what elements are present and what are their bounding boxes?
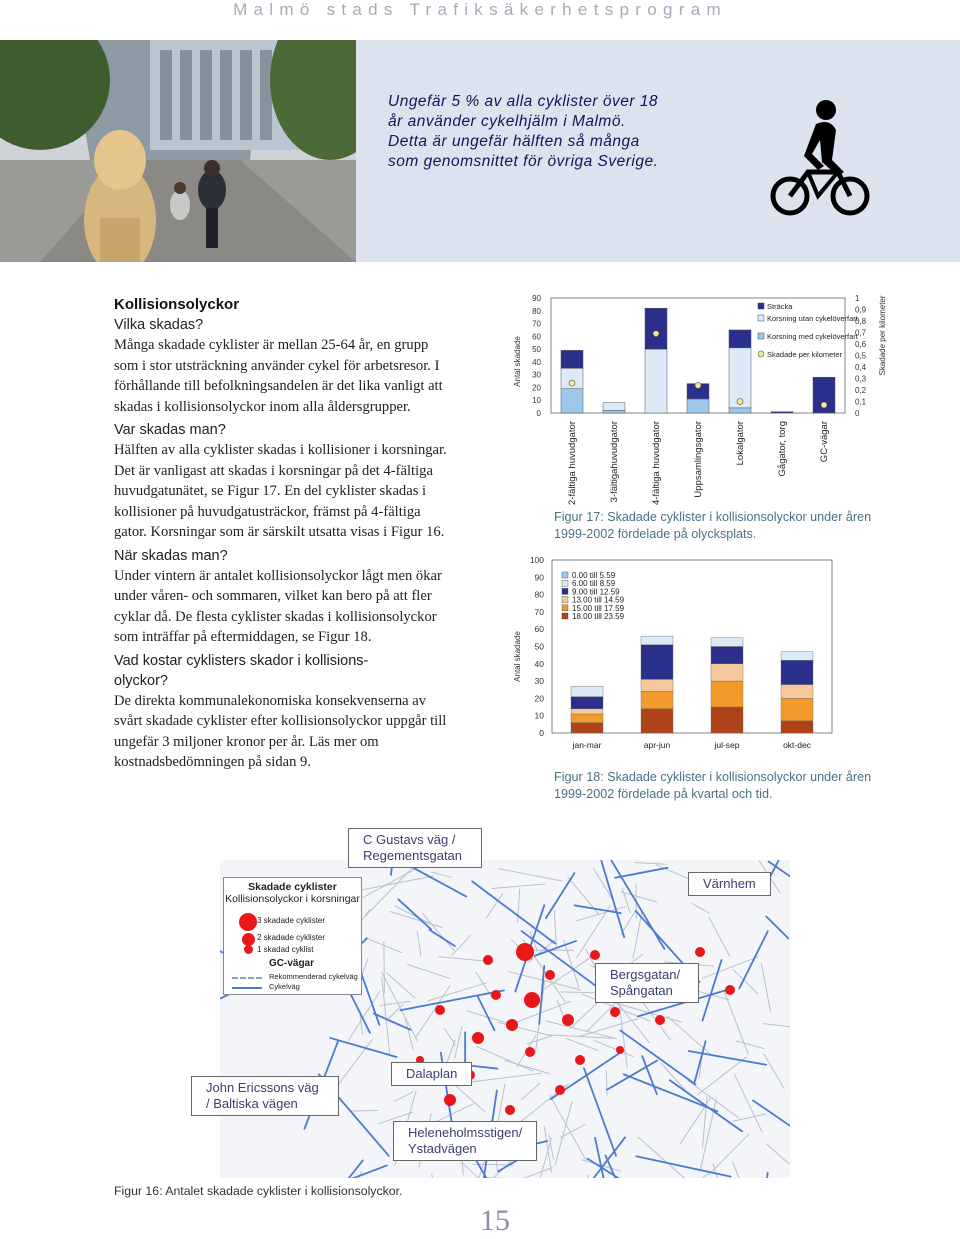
x-tick-label: 4-fältiga huvudgator (651, 421, 662, 505)
text-line: kostnadsbedömningen på sidan 9. (114, 754, 311, 770)
bar-segment (641, 679, 673, 691)
dot-small-icon (244, 945, 253, 954)
text-line: Många skadade cyklister är mellan 25-64 år, en grupp (114, 337, 429, 353)
street-line (510, 1168, 552, 1178)
legend-swatch (562, 580, 568, 586)
section-heading (114, 651, 474, 691)
cycle-path (764, 1173, 767, 1178)
street-line (763, 1024, 790, 1029)
y-tick-label: 40 (534, 658, 544, 669)
text-line: som inträffar på eftermiddagen, se Figur 18. (114, 629, 372, 645)
cycle-path (330, 1038, 396, 1057)
bar-segment (571, 686, 603, 696)
fig18-caption (554, 769, 871, 803)
callout-john-ericssons: John Ericssons väg / Baltiska vägen (191, 1076, 339, 1116)
solid-line-icon (232, 987, 262, 989)
heading-line: Vad kostar cyklisters skador i kollisions- (114, 652, 369, 669)
crash-dot (575, 1055, 585, 1065)
crash-dot (590, 950, 600, 960)
street-line (357, 876, 434, 891)
y-tick-label: 100 (529, 555, 544, 565)
street-line (432, 1173, 438, 1178)
y-tick-label: 30 (534, 676, 544, 687)
y-tick-label: 70 (534, 606, 544, 617)
bar-korsning-med (687, 399, 709, 413)
bar-segment (571, 697, 603, 709)
y2-tick-label: 0,9 (855, 305, 867, 315)
text-line: Det är vanligast att skadas i korsningar på det 4-fältiga (114, 462, 433, 479)
bar-segment (641, 636, 673, 645)
x-tick-label: Lokalgator (735, 421, 746, 466)
section-heading: Var skadas man? (114, 422, 226, 438)
text-line: cyklar då. De flesta cyklister skadas i kollisionsolyckor (114, 608, 437, 625)
crash-dot (655, 1015, 665, 1025)
street-line (470, 1073, 542, 1082)
dashed-line-icon (232, 977, 262, 979)
bar-segment (571, 709, 603, 714)
bar-segment (711, 681, 743, 707)
y2-tick-label: 0,1 (855, 397, 867, 407)
y2-tick-label: 1 (855, 294, 860, 303)
legend-label: Korsning med cykelöverfart (767, 332, 858, 341)
callout-c-gustavs: C Gustavs väg / Regementsgatan (348, 828, 482, 868)
heading-line: olyckor? (114, 672, 168, 689)
street-line (505, 1060, 550, 1073)
street-line (405, 1018, 413, 1050)
legend-label: 15.00 till 17.59 (572, 603, 625, 613)
text-line: skadas i kollisionsolyckor inom alla åldersgrupper. (114, 398, 411, 415)
y-tick-label: 60 (532, 332, 541, 342)
text-line: ungefär 3 miljoner kronor per år. Läs mer om (114, 733, 379, 750)
street-line (637, 1137, 689, 1178)
marker-per-km (821, 402, 827, 408)
text-line: kollisioner på huvudgatusträckor, främst på 4-fältiga (114, 503, 421, 520)
street-line (697, 991, 728, 1000)
page-number: 15 (480, 1204, 510, 1237)
cycle-path (601, 861, 624, 937)
fig17-chart (500, 285, 900, 505)
cycle-path (429, 930, 454, 946)
legend-title: Skadade cyklister (248, 881, 337, 893)
bar-segment (781, 721, 813, 733)
callout-heleneholm: Heleneholmsstigen/ Ystadvägen (393, 1121, 537, 1161)
legend-label: 13.00 till 14.59 (572, 595, 625, 605)
street-line (390, 911, 443, 927)
text-line: huvudgatunätet, se Figur 17. En del cyklister skadas i (114, 483, 427, 499)
fig17-caption (554, 509, 871, 543)
x-tick-label: jan-mar (572, 740, 602, 750)
cycle-path (398, 899, 431, 929)
street-line (422, 913, 454, 951)
street-line (499, 869, 562, 881)
y-tick-label: 40 (532, 357, 541, 367)
legend-item: Rekommenderad cykelväg (269, 972, 358, 981)
y-tick-label: 90 (532, 294, 541, 303)
street-line (384, 942, 385, 994)
legend-swatch (562, 588, 568, 594)
street-line (621, 909, 637, 935)
bar-segment (781, 660, 813, 684)
street-line (527, 1036, 552, 1044)
bar-segment (711, 638, 743, 647)
bar-segment (571, 723, 603, 733)
street-line (680, 1098, 711, 1144)
street-line (724, 992, 748, 1055)
bar-korsning-med (561, 389, 583, 413)
bar-korsning-utan (645, 349, 667, 413)
y2-tick-label: 0 (855, 409, 860, 418)
y2-tick-label: 0,8 (855, 317, 867, 326)
street-line (732, 1161, 760, 1178)
street-line (394, 1092, 413, 1102)
street-line (656, 865, 692, 881)
street-line (492, 884, 545, 889)
crash-dot (545, 970, 555, 980)
y-tick-label: 20 (534, 693, 544, 704)
street-line (522, 1083, 541, 1100)
x-tick-label: okt-dec (783, 740, 811, 750)
street-line (580, 1019, 638, 1037)
text-line: under våren- och sommaren, vilket kan bero på att fler (114, 588, 432, 604)
y2-tick-label: 0,5 (855, 351, 867, 361)
crash-dot (616, 1046, 624, 1054)
fig16-caption: Figur 16: Antalet skadade cyklister i kollisionsolyckor. (114, 1184, 403, 1198)
crash-dot (505, 1105, 515, 1115)
cycle-path (584, 1068, 616, 1155)
text-line: förhållande till befolkningsandelen är det lika vanligt att (114, 378, 443, 394)
legend-gc-title: GC-vägar (269, 958, 315, 969)
bar-segment (641, 645, 673, 680)
y-tick-label: 10 (532, 396, 541, 406)
street-line (764, 1054, 784, 1089)
paragraph (114, 566, 474, 648)
cycle-path (522, 931, 602, 990)
y-tick-label: 10 (534, 710, 544, 721)
cycle-path (539, 966, 544, 1024)
callout-dalaplan: Dalaplan (391, 1062, 472, 1086)
y-tick-label: 50 (532, 345, 541, 355)
bar-korsning-utan (603, 403, 625, 411)
street-line (407, 964, 449, 978)
bar-segment (711, 707, 743, 733)
y-tick-label: 70 (532, 319, 541, 329)
bar-segment (711, 664, 743, 681)
x-tick-label: 2-fältiga huvudgator (567, 421, 578, 505)
crash-dot (725, 985, 735, 995)
text-line: Hälften av alla cyklister skadas i kollisioner i korsningar. (114, 442, 447, 458)
quote (388, 92, 728, 172)
cycle-path (478, 997, 495, 1031)
legend-subtitle: Kollisionsolyckor i korsningar (225, 893, 360, 905)
x-tick-label: GC-vägar (819, 421, 830, 463)
crash-dot (562, 1014, 574, 1026)
cycle-path (766, 917, 788, 939)
street-line (566, 1038, 598, 1050)
article-column (114, 296, 474, 773)
crash-dot (444, 1094, 456, 1106)
crash-dot (695, 947, 705, 957)
section-heading: Vilka skadas? (114, 317, 204, 333)
street-line (518, 889, 520, 923)
y2-tick-label: 0,2 (855, 386, 867, 395)
y-tick-label: 30 (532, 370, 541, 380)
street-line (455, 1026, 462, 1058)
street-line (417, 931, 421, 956)
x-tick-label: Gågator, torg (777, 421, 788, 477)
crash-dot (472, 1032, 484, 1044)
street-line (576, 906, 610, 959)
y-tick-label: 0 (539, 728, 544, 738)
crash-dot (516, 943, 534, 961)
x-tick-label: jul-sep (714, 740, 740, 750)
legend-label: Sträcka (767, 302, 793, 311)
y2-axis-label: Skadade per kilometer (878, 295, 887, 376)
cycle-path (739, 931, 767, 988)
street-line (692, 903, 709, 913)
legend-label: Korsning utan cykelöverfart (767, 314, 858, 323)
crash-dot (525, 1047, 535, 1057)
legend-swatch (758, 333, 764, 339)
legend-label: 6.00 till 8.59 (572, 579, 616, 589)
cycle-path (615, 868, 667, 878)
legend-swatch (758, 303, 764, 309)
caption-line: Figur 17: Skadade cyklister i kollisionsolyckor under åren (554, 510, 872, 524)
street-line (736, 1041, 765, 1049)
paragraph (114, 335, 474, 417)
legend-swatch (562, 597, 568, 603)
section-heading: När skadas man? (114, 547, 228, 564)
quote-line: Detta är ungefär hälften så många (388, 133, 640, 150)
bar-stracka (729, 330, 751, 348)
crash-dot (555, 1085, 565, 1095)
crash-dot (483, 955, 493, 965)
street-line (684, 1173, 708, 1178)
y2-tick-label: 0,3 (855, 374, 867, 384)
street-line (560, 1175, 589, 1178)
y-tick-label: 50 (534, 641, 544, 652)
y-axis-label: Antal skadade (513, 631, 522, 682)
map-legend (223, 877, 362, 995)
cycle-path (587, 1159, 655, 1178)
street-line (606, 1070, 607, 1096)
bar-stracka (561, 350, 583, 368)
article-title: Kollisionsolyckor (114, 296, 240, 313)
bar-korsning-med (603, 410, 625, 413)
y-tick-label: 60 (534, 624, 544, 635)
cycle-path (546, 873, 575, 918)
quote-line: år använder cykelhjälm i Malmö. (388, 113, 626, 130)
street-line (767, 1144, 790, 1164)
crash-dot (524, 992, 540, 1008)
marker-per-km (653, 331, 659, 337)
caption-line: 1999-2002 fördelade på kvartal och tid. (554, 787, 773, 801)
cyclist-icon (764, 100, 874, 220)
quote-line: som genomsnittet för övriga Sverige. (388, 153, 659, 170)
legend-item: 1 skadad cyklist (257, 945, 314, 954)
y-tick-label: 0 (536, 409, 541, 418)
street-line (498, 1022, 552, 1036)
legend-swatch (562, 572, 568, 578)
running-title: Malmö stads Trafiksäkerhetsprogram (233, 0, 727, 19)
street-line (431, 872, 452, 877)
street-line (550, 1095, 587, 1161)
crash-dot (506, 1019, 518, 1031)
street-line (709, 917, 730, 957)
legend-swatch (758, 315, 764, 321)
y-axis-label: Antal skadade (513, 336, 522, 387)
bar-segment (781, 652, 813, 661)
marker-per-km (569, 380, 575, 386)
fig18-chart (500, 550, 860, 760)
marker-per-km (695, 382, 701, 388)
street-line (386, 1004, 403, 1021)
bar-segment (641, 709, 673, 733)
y2-tick-label: 0,6 (855, 340, 867, 349)
street-line (635, 862, 666, 864)
legend-marker (758, 351, 764, 357)
crash-dot (610, 1007, 620, 1017)
street-line (351, 1110, 378, 1111)
text-line: Under vintern är antalet kollisionsolyckor lågt men ökar (114, 567, 442, 584)
street-line (335, 1039, 372, 1088)
text-line: gator. Korsningar som är särskilt utsatta visas i Figur 16. (114, 524, 445, 540)
cycle-path (324, 1160, 363, 1178)
legend-label: 0.00 till 5.59 (572, 571, 616, 580)
legend-item: 3 skadade cyklister (257, 916, 326, 925)
cycle-path (695, 1041, 706, 1082)
text-line: som i stor utsträckning använder cykel för arbetsresor. I (114, 357, 440, 374)
legend-item: 2 skadade cyklister (257, 933, 326, 942)
y-tick-label: 80 (532, 306, 541, 316)
caption-line: 1999-2002 fördelade på olycksplats. (554, 527, 757, 541)
y-tick-label: 90 (534, 572, 544, 583)
cycle-path (346, 1165, 387, 1178)
text-line: De direkta kommunalekonomiska konsekvenserna av (114, 692, 427, 709)
cycle-path (575, 905, 621, 913)
callout-varnhem: Värnhem (688, 872, 771, 896)
street-line (415, 985, 450, 1039)
street-line (761, 963, 771, 1012)
street-line (387, 973, 415, 998)
paragraph (114, 691, 474, 773)
bar-stracka (771, 412, 793, 413)
legend-label: 18.00 till 23.59 (572, 612, 625, 621)
legend-item: Cykelväg (269, 982, 300, 991)
cycle-path (703, 960, 722, 1021)
y-tick-label: 80 (534, 589, 544, 600)
bar-segment (641, 691, 673, 708)
caption-line: Figur 18: Skadade cyklister i kollisionsolyckor under åren (554, 770, 872, 784)
cycle-path (753, 1100, 790, 1131)
dot-large-icon (239, 913, 257, 931)
paragraph (114, 440, 474, 543)
bar-segment (781, 698, 813, 720)
crash-dot (435, 1005, 445, 1015)
y-tick-label: 20 (532, 383, 541, 393)
callout-bergsgatan: Bergsgatan/ Spångatan (595, 963, 699, 1003)
y2-tick-label: 0,4 (855, 363, 867, 372)
text-line: svårt skadade cyklister efter kollisionsolyckor uppgår till (114, 713, 447, 729)
legend-swatch (562, 605, 568, 611)
bar-stracka (645, 308, 667, 349)
cycle-path (606, 1156, 642, 1178)
legend-label: Skadade per kilometer (767, 350, 843, 359)
quote-line: Ungefär 5 % av alla cyklister över 18 (388, 93, 659, 110)
street-photo (0, 40, 356, 262)
legend-label: 9.00 till 12.59 (572, 587, 620, 597)
x-tick-label: apr-jun (643, 740, 671, 750)
marker-per-km (737, 399, 743, 405)
bar-segment (781, 685, 813, 699)
bar-segment (711, 647, 743, 664)
legend-swatch (562, 613, 568, 619)
street-line (697, 1057, 746, 1095)
y2-tick-label: 0,7 (855, 328, 867, 338)
x-tick-label: 3-fältigahuvudgator (609, 421, 620, 503)
cycle-path (769, 862, 790, 908)
bar-korsning-med (729, 408, 751, 413)
street-line (594, 1040, 634, 1056)
crash-dot (491, 990, 501, 1000)
street-line (733, 970, 758, 994)
bar-segment (571, 714, 603, 723)
x-tick-label: Uppsamlingsgator (693, 421, 704, 498)
